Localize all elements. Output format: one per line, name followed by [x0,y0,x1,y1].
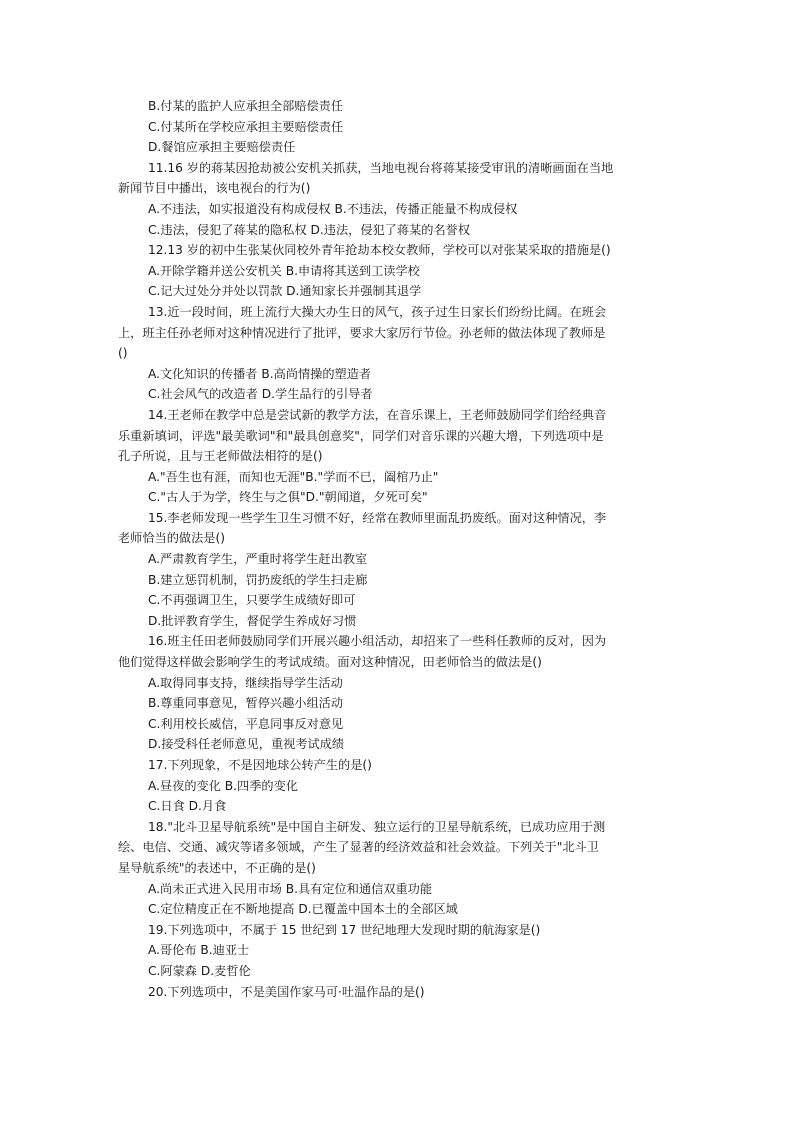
answer-option-line: A.取得同事支持，继续指导学生活动 [148,675,343,690]
question-continuation-line: 新闻节目中播出，该电视台的行为() [118,181,311,196]
answer-option-line: A.哥伦布 B.迪亚士 [148,943,250,958]
question-continuation-line: 上，班主任孙老师对这种情况进行了批评，要求大家厉行节俭。孙老师的做法体现了教师是 [118,325,606,340]
question-line: 13.近一段时间，班上流行大操大办生日的风气，孩子过生日家长们纷纷比阔。在班会 [148,304,607,319]
answer-option-line: D.餐馆应承担主要赔偿责任 [148,140,296,155]
answer-option-line: C.付某所在学校应承担主要赔偿责任 [148,119,344,134]
question-line: 20.下列选项中，不是美国作家马可·吐温作品的是() [148,984,425,999]
answer-option-line: A."吾生也有涯，而知也无涯"B."学而不已，阖棺乃止" [148,469,439,484]
answer-option-line: C."古人于为学，终生与之俱"D."朝闻道，夕死可矣" [148,490,428,505]
answer-option-line: A.文化知识的传播者 B.高尚情操的塑造者 [148,366,372,381]
answer-option-line: A.昼夜的变化 B.四季的变化 [148,778,298,793]
question-continuation-line: 老师恰当的做法是() [118,531,226,546]
answer-option-line: C.定位精度正在不断地提高 D.已覆盖中国本土的全部区域 [148,902,458,917]
answer-option-line: C.记大过处分并处以罚款 D.通知家长并强制其退学 [148,284,422,299]
question-line: 16.班主任田老师鼓励同学们开展兴趣小组活动，却招来了一些科任教师的反对，因为 [148,634,607,649]
answer-option-line: C.不再强调卫生，只要学生成绩好即可 [148,593,356,608]
answer-option-line: A.不违法，如实报道没有构成侵权 B.不违法，传播正能量不构成侵权 [148,201,518,216]
answer-option-line: B.付某的监护人应承担全部赔偿责任 [148,99,344,113]
answer-option-line: C.阿蒙森 D.麦哲伦 [148,963,251,978]
question-continuation-line: 乐重新填词，评选"最美歌词"和"最具创意奖"，同学们对音乐课的兴趣大增，下列选项中是 [118,428,604,443]
answer-option-line: A.严肃教育学生，严重时将学生赶出教室 [148,552,368,567]
answer-option-line: D.接受科任老师意见，重视考试成绩 [148,737,345,752]
answer-option-line: B.尊重同事意见，暂停兴趣小组活动 [148,696,344,711]
answer-option-line: C.利用校长威信，平息同事反对意见 [148,716,344,731]
question-continuation-line: 绘、电信、交通、减灾等诸多领域，产生了显著的经济效益和社会效益。下列关于"北斗卫 [118,840,599,855]
answer-option-line: D.批评教育学生，督促学生养成好习惯 [148,613,357,628]
question-line: 14.王老师在教学中总是尝试新的教学方法，在音乐课上，王老师鼓励同学们给经典音 [148,407,607,422]
question-line: 12.13 岁的初中生张某伙同校外青年抢劫本校女教师，学校可以对张某采取的措施是() [148,243,611,258]
question-continuation-line: 他们觉得这样做会影响学生的考试成绩。面对这种情况，田老师恰当的做法是() [118,655,542,670]
question-continuation-line: 孔子所说，且与王老师做法相符的是() [118,449,323,464]
question-continuation-line: () [118,346,128,361]
question-line: 17.下列现象，不是因地球公转产生的是() [148,758,372,772]
question-line: 15.李老师发现一些学生卫生习惯不好，经常在教师里面乱扔废纸。面对这种情况，李 [148,510,607,525]
answer-option-line: C.社会风气的改造者 D.学生品行的引导者 [148,387,373,402]
document-body [0,96,794,1002]
question-continuation-line: 星导航系统"的表述中，不正确的是() [118,860,316,875]
document-page [0,96,794,1002]
answer-option-line: A.开除学籍并送公安机关 B.申请将其送到工读学校 [148,263,420,278]
answer-option-line: B.建立惩罚机制，罚扔废纸的学生扫走廊 [148,572,368,587]
answer-option-line: C.违法，侵犯了蒋某的隐私权 D.违法，侵犯了蒋某的名誉权 [148,222,471,237]
question-line: 18."北斗卫星导航系统"是中国自主研发、独立运行的卫星导航系统，已成功应用于测 [148,819,606,834]
answer-option-line: C.日食 D.月食 [148,799,227,814]
question-line: 19.下列选项中，不属于 15 世纪到 17 世纪地理大发现时期的航海家是() [148,922,541,937]
question-line: 11.16 岁的蒋某因抢劫被公安机关抓获，当地电视台将蒋某接受审讯的清晰画面在当地 [148,160,614,175]
answer-option-line: A.尚未正式进入民用市场 B.具有定位和通信双重功能 [148,881,433,896]
